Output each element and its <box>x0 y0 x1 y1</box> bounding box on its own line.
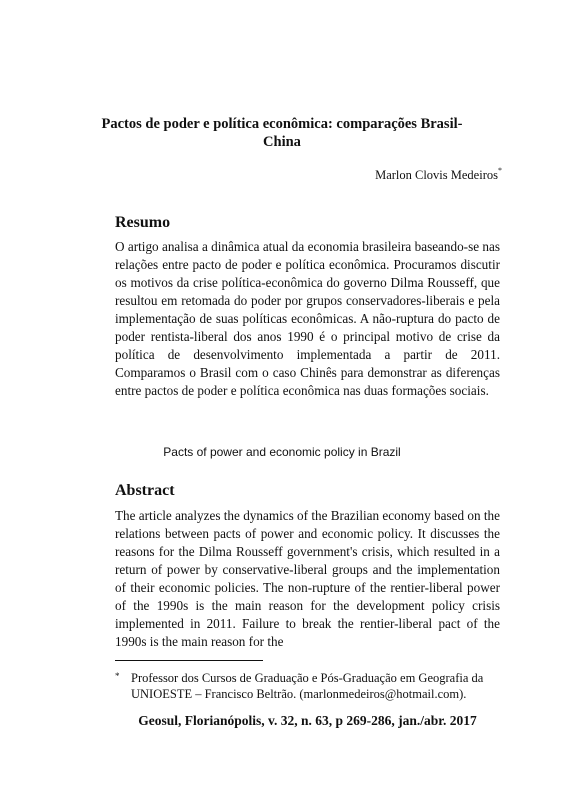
footnote-divider <box>115 660 263 661</box>
abstract-text: The article analyzes the dynamics of the Brazilian economy based on the relations between pacts of power and economic policy. It discusses the reasons for the Dilma Rousseff government's crisis, which resulted in a return of power by conservative-liberal groups and the implementation of their economic policies. The non-rupture of the rentier-liberal power of the 1990s is the main reason for the development policy crisis implemented in 2011. Failure to break the rentier-liberal pact of the 1990s is the main reason for the <box>115 508 500 649</box>
article-title: Pactos de poder e política econômica: comparações Brasil-China <box>101 116 463 150</box>
footnote <box>115 670 505 702</box>
resumo-text: O artigo analisa a dinâmica atual da economia brasileira baseando-se nas relações entre pacto de poder e política econômica. Procuramos discutir os motivos da crise política-econômica do governo Dilma Rousseff, que resultou em retomada do poder por grupos conservadores-liberais e pela implementação de suas políticas econômicas. A não-ruptura do pacto de poder rentista-liberal dos anos 1990 é o principal motivo de crise da política de desenvolvimento implementada a partir de 2011. Comparamos o Brasil com o caso Chinês para demonstrar as diferenças entre pactos de poder e política econômica nas duas formações sociais. <box>115 239 500 398</box>
author-footnote-mark: * <box>498 166 502 175</box>
footnote-text: Professor dos Cursos de Graduação e Pós-Graduação em Geografia da UNIOESTE – Francisco Beltrão. (marlonmedeiros@hotmail.com). <box>131 671 484 701</box>
english-title: Pacts of power and economic policy in Brazil <box>163 445 401 459</box>
resumo-heading: Resumo <box>115 214 171 231</box>
journal-citation: Geosul, Florianópolis, v. 32, n. 63, p 269-286, jan./abr. 2017 <box>138 713 477 728</box>
abstract-heading: Abstract <box>115 482 175 499</box>
author-name: Marlon Clovis Medeiros <box>375 168 498 182</box>
footnote-mark: * <box>115 671 120 681</box>
author-line <box>375 168 502 183</box>
